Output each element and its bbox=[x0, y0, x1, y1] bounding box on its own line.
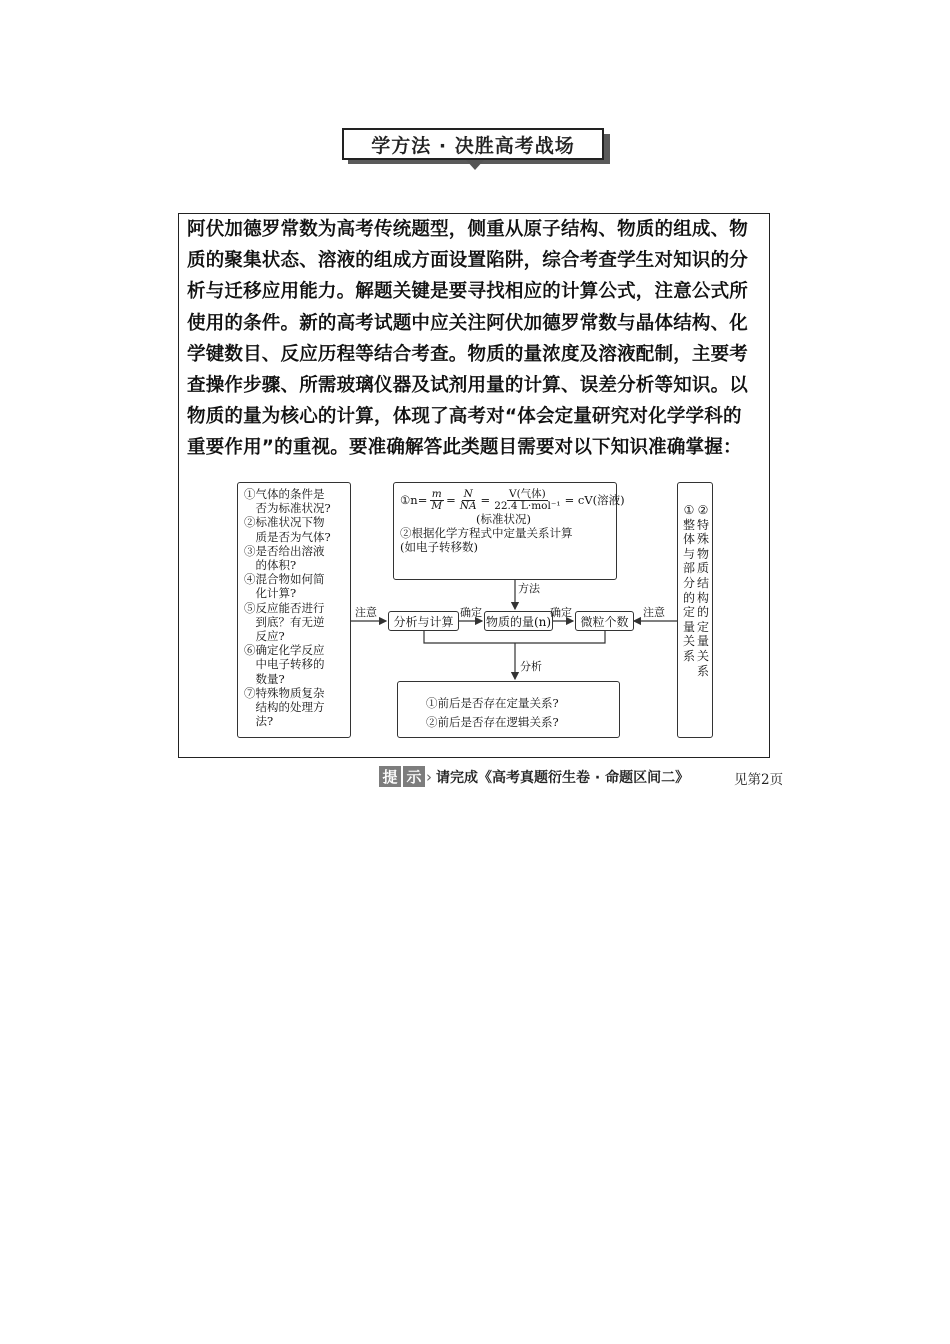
note-line: ③是否给出溶液 bbox=[244, 543, 325, 558]
note-line: 的体积? bbox=[244, 558, 297, 573]
label-determine-2: 确定 bbox=[550, 606, 572, 619]
vertical-char: ② bbox=[697, 503, 709, 517]
note-line: 中电子转移的 bbox=[244, 657, 325, 672]
note-line: 反应? bbox=[244, 629, 285, 644]
vertical-char: 部 bbox=[682, 561, 695, 576]
label-attention-left: 注意 bbox=[355, 606, 377, 619]
intro-paragraph bbox=[187, 214, 765, 464]
vertical-char: 关 bbox=[682, 634, 695, 649]
vertical-char: 物 bbox=[696, 546, 709, 561]
label-analysis: 分析 bbox=[520, 660, 542, 673]
paragraph-line: 重要作用”的重视。要准确解答此类题目需要对以下知识准确掌握： bbox=[187, 437, 742, 459]
chevron-right-icon: › bbox=[426, 768, 432, 786]
note-line: 法? bbox=[244, 714, 274, 729]
vertical-char: 质 bbox=[696, 561, 709, 576]
relation-line: ②前后是否存在逻辑关系? bbox=[426, 715, 559, 729]
formula-line-2: ②根据化学方程式中定量关系计算 bbox=[400, 526, 573, 541]
note-line: 否为标准状况? bbox=[244, 501, 331, 516]
paragraph-line: 查操作步骤、所需玻璃仪器及试剂用量的计算、误差分析等知识。以 bbox=[187, 375, 749, 397]
vertical-char: 体 bbox=[682, 532, 695, 547]
particle-count-box: 微粒个数 bbox=[575, 611, 634, 631]
vertical-char: 量 bbox=[682, 619, 695, 634]
vertical-char: 特 bbox=[696, 517, 709, 532]
vertical-char: 定 bbox=[682, 605, 695, 620]
formula-prefix: ①n= bbox=[400, 493, 428, 508]
vertical-char: 系 bbox=[696, 663, 709, 678]
note-line: ⑥确定化学反应 bbox=[244, 643, 325, 658]
note-line: 到底？有无逆 bbox=[244, 614, 325, 629]
amount-of-substance-box: 物质的量(n) bbox=[484, 611, 553, 631]
frac-den: 22.4 L·mol⁻¹ bbox=[494, 500, 561, 512]
note-line: ⑦特殊物质复杂 bbox=[244, 685, 325, 700]
vertical-char: 的 bbox=[682, 590, 695, 605]
hint-line bbox=[379, 766, 799, 788]
hint-tag-2: 示 bbox=[403, 766, 425, 787]
right-col-2 bbox=[696, 503, 710, 678]
section-banner bbox=[342, 128, 608, 162]
note-line: ④混合物如何简 bbox=[244, 572, 325, 587]
frac-den: NA bbox=[459, 500, 477, 512]
note-line: 结构的处理方 bbox=[244, 700, 325, 715]
paragraph-line: 析与迁移应用能力。解题关键是要寻找相应的计算公式，注意公式所 bbox=[187, 281, 749, 303]
analysis-calc-box: 分析与计算 bbox=[388, 611, 459, 631]
paragraph-line: 学键数目、反应历程等结合考查。物质的量浓度及溶液配制，主要考 bbox=[187, 343, 749, 365]
fraction-N-NA bbox=[458, 489, 479, 512]
label-method: 方法 bbox=[518, 582, 540, 595]
formula-line: ①n= $\frac{m}{M}$ = $\frac{N}{NA}$ = $\frac{\text{V(气体)}}{\text{22.4 L·mol⁻¹}}$ = cV(溶液) bbox=[400, 488, 625, 512]
frac-num: m bbox=[431, 488, 442, 500]
note-line: ⑤反应能否进行 bbox=[244, 600, 325, 615]
note-line: ②标准状况下物 bbox=[244, 515, 325, 530]
frac-num: V(气体) bbox=[509, 488, 546, 500]
vertical-char: 构 bbox=[696, 590, 709, 605]
formula-suffix: = cV(溶液) bbox=[564, 493, 625, 508]
paragraph-line: 使用的条件。新的高考试题中应关注阿伏加德罗常数与晶体结构、化 bbox=[187, 312, 749, 334]
note-line: ①气体的条件是 bbox=[244, 487, 325, 501]
label-determine-1: 确定 bbox=[460, 606, 482, 619]
formula-note: (标准状况) bbox=[476, 512, 531, 526]
note-line: 数量? bbox=[244, 671, 285, 686]
vertical-char: 整 bbox=[682, 517, 695, 532]
label-attention-right: 注意 bbox=[643, 606, 665, 619]
banner-pointer-icon bbox=[466, 160, 484, 170]
note-line: 质是否为气体? bbox=[244, 529, 331, 544]
hint-tag-1: 提 bbox=[379, 766, 401, 787]
frac-den: M bbox=[431, 500, 443, 512]
vertical-char: 与 bbox=[682, 546, 695, 561]
relation-line: ①前后是否存在定量关系? bbox=[426, 696, 559, 710]
fraction-V-Vm bbox=[492, 489, 562, 512]
vertical-char: 分 bbox=[682, 575, 695, 590]
knowledge-diagram bbox=[230, 478, 720, 744]
fraction-m-M bbox=[429, 489, 444, 512]
relation-box bbox=[397, 681, 620, 738]
left-notes-box bbox=[237, 482, 351, 738]
vertical-char: ① bbox=[683, 503, 695, 517]
right-col-1 bbox=[682, 503, 696, 664]
vertical-char: 的 bbox=[696, 605, 709, 620]
formula-box bbox=[393, 482, 625, 580]
vertical-char: 关 bbox=[696, 648, 709, 663]
paragraph-line: 物质的量为核心的计算，体现了高考对“体会定量研究对化学学科的 bbox=[187, 406, 742, 428]
vertical-char: 量 bbox=[696, 634, 709, 649]
vertical-char: 结 bbox=[696, 575, 709, 590]
frac-num: N bbox=[463, 488, 473, 500]
paragraph-line: 阿伏加德罗常数为高考传统题型，侧重从原子结构、物质的组成、物 bbox=[187, 219, 749, 240]
right-notes-box bbox=[677, 482, 713, 738]
vertical-char: 殊 bbox=[696, 532, 709, 547]
vertical-char: 系 bbox=[682, 648, 695, 663]
paragraph-line: 质的聚集状态、溶液的组成方面设置陷阱，综合考查学生对知识的分 bbox=[187, 250, 749, 272]
banner-title: 学方法 · 决胜高考战场 bbox=[342, 128, 604, 160]
vertical-char: 定 bbox=[696, 619, 709, 634]
formula-line-3: (如电子转移数) bbox=[400, 540, 478, 555]
hint-page-ref: 见第2页 bbox=[734, 772, 784, 788]
hint-text: 请完成《高考真题衍生卷 · 命题区间二》 bbox=[436, 770, 690, 786]
bracket-line bbox=[424, 631, 605, 643]
note-line: 化计算? bbox=[244, 586, 297, 601]
